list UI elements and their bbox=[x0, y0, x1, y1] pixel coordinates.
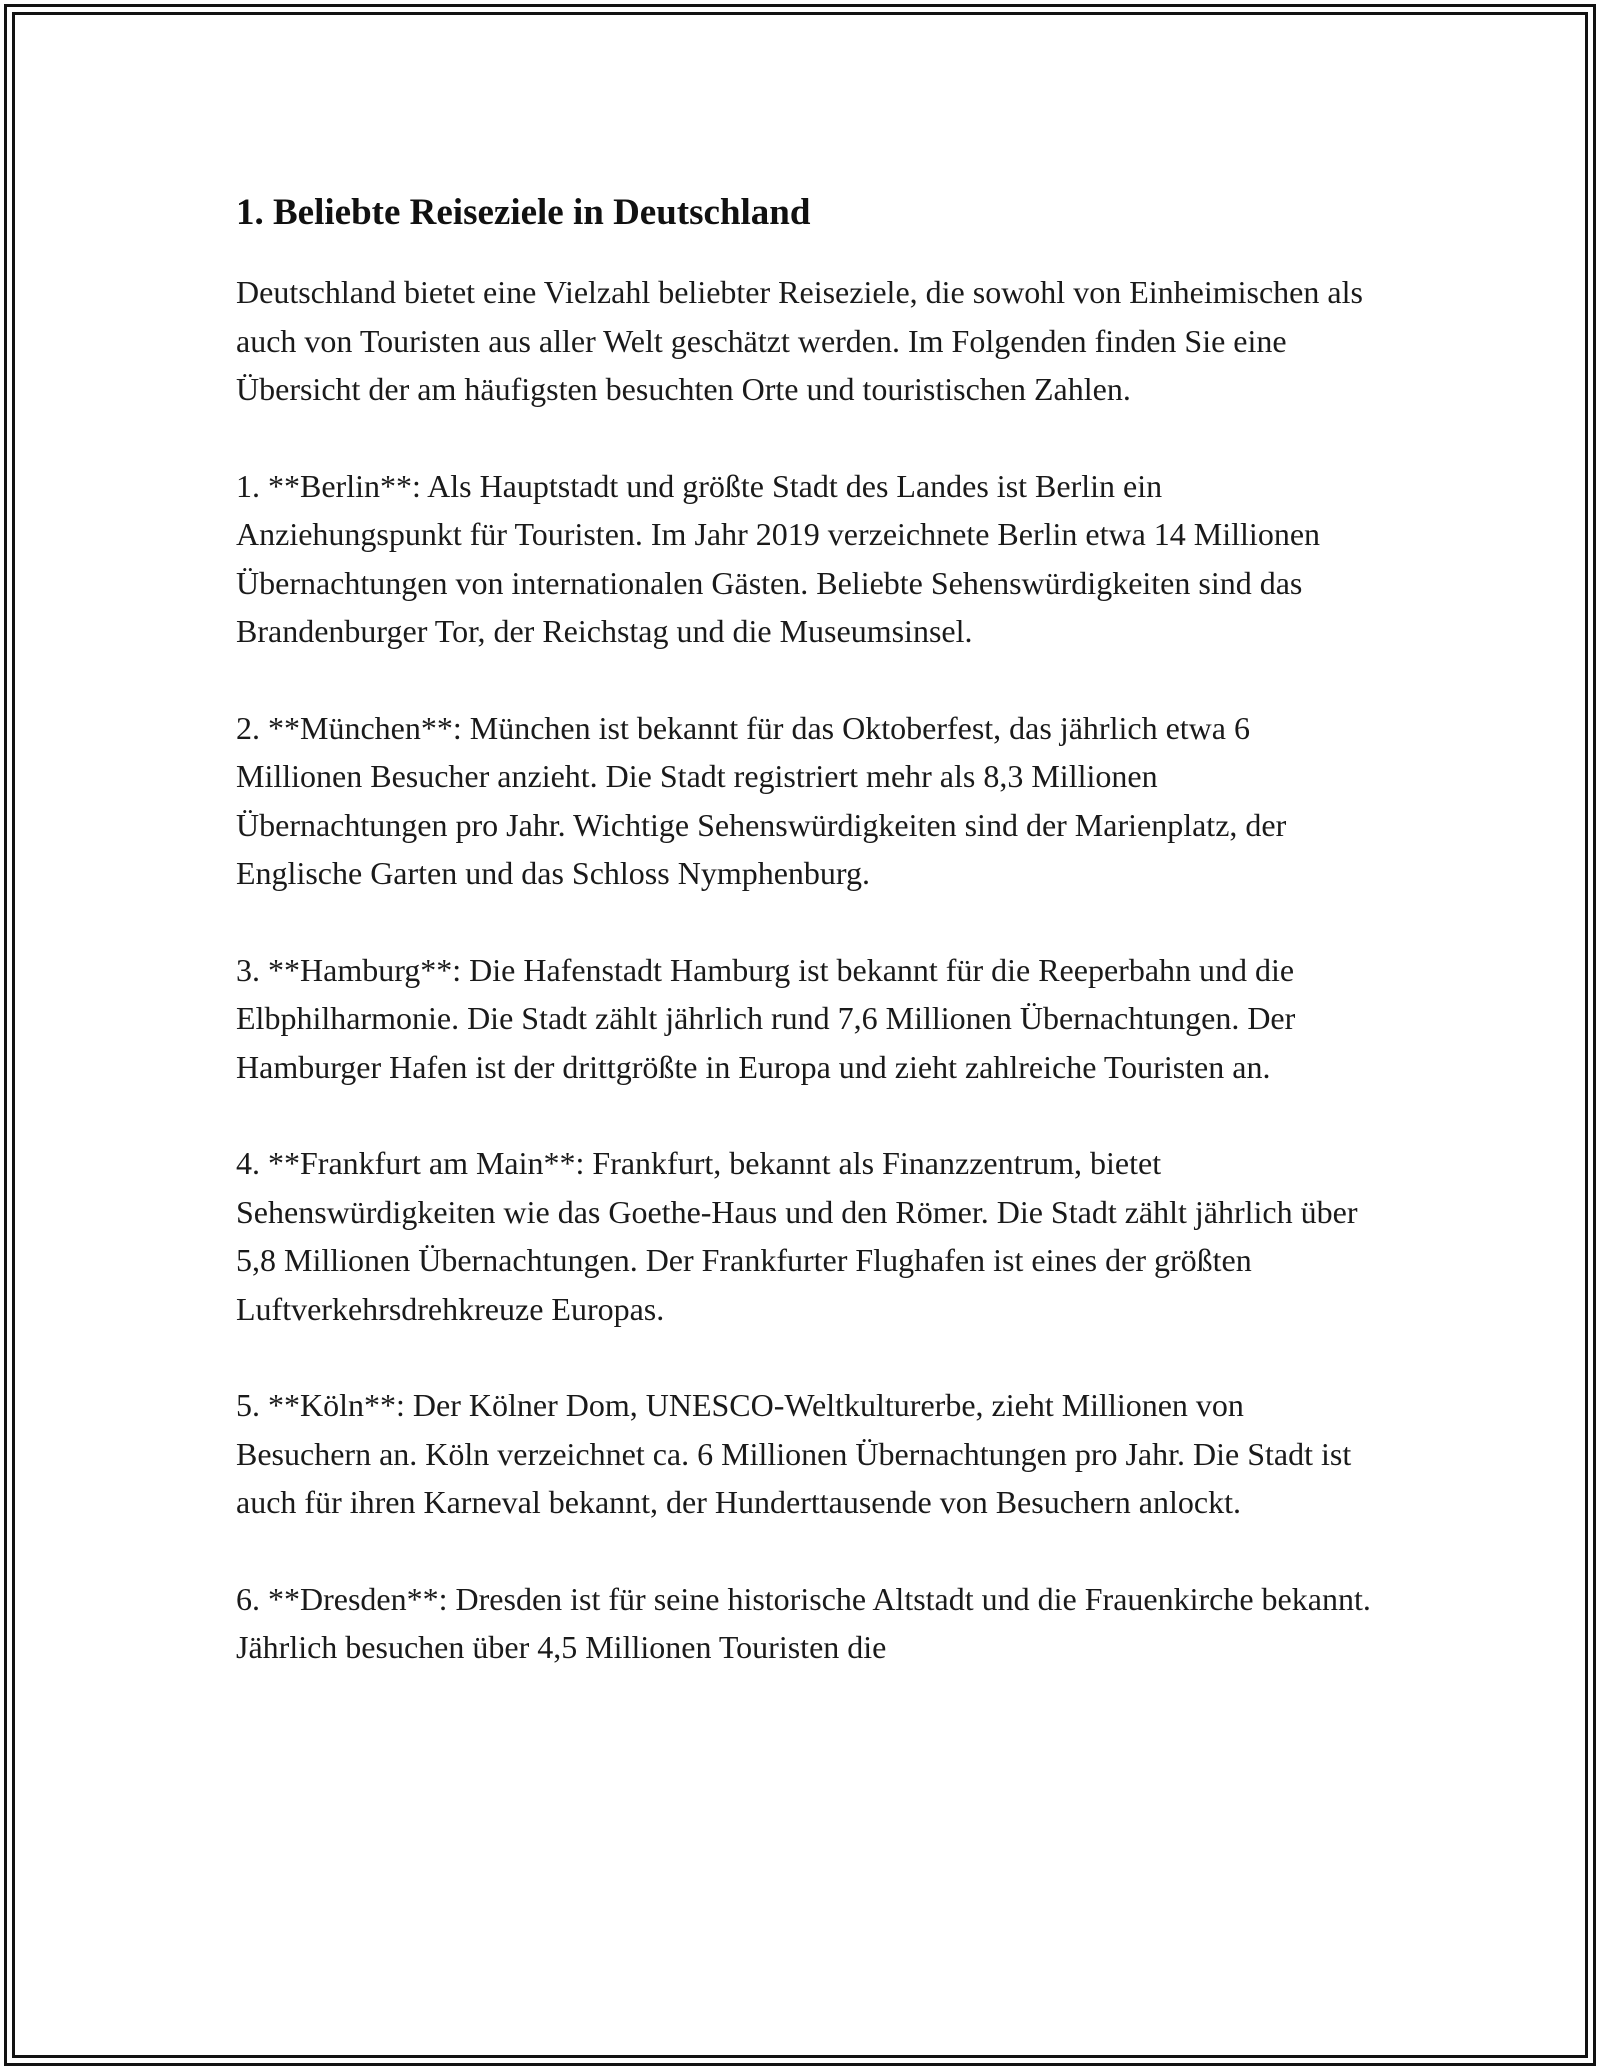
intro-paragraph: Deutschland bietet eine Vielzahl beliebter Reiseziele, die sowohl von Einheimischen als auch von Touristen aus aller Welt geschätzt werden. Im Folgenden finden Sie eine Übersicht der am häufigsten besuchten Orte und touristischen Zahlen. bbox=[236, 274, 1363, 407]
paragraph-hamburg: 3. **Hamburg**: Die Hafenstadt Hamburg ist bekannt für die Reeperbahn und die Elbphilharmonie. Die Stadt zählt jährlich rund 7,6 Millionen Übernachtungen. Der Hamburger Hafen ist der drittgrößte in Europa und zieht zahlreiche Touristen an. bbox=[236, 951, 1296, 1085]
paragraph-muenchen: 2. **München**: München ist bekannt für das Oktoberfest, das jährlich etwa 6 Millionen Besucher anzieht. Die Stadt registriert mehr als 8,3 Millionen Übernachtungen pro Jahr. Wichtige Sehenswürdigkeiten sind der Marienplatz, der Englische Garten und das Schloss Nymphenburg. bbox=[236, 709, 1287, 891]
paragraph-dresden: 6. **Dresden**: Dresden ist für seine historische Altstadt und die Frauenkirche bekannt. Jährlich besuchen über 4,5 Millionen Touristen die bbox=[236, 1580, 1371, 1665]
document-body bbox=[236, 186, 1376, 1720]
section-heading: 1. Beliebte Reiseziele in Deutschland bbox=[236, 192, 811, 233]
paragraph-berlin: 1. **Berlin**: Als Hauptstadt und größte Stadt des Landes ist Berlin ein Anziehungspunkt für Touristen. Im Jahr 2019 verzeichnete Berlin etwa 14 Millionen Übernachtungen von internationalen Gästen. Beliebte Sehenswürdigkeiten sind das Brandenburger Tor, der Reichstag und die Museumsinsel. bbox=[236, 467, 1321, 649]
paragraph-koeln: 5. **Köln**: Der Kölner Dom, UNESCO-Weltkulturerbe, zieht Millionen von Besuchern an. Köln verzeichnet ca. 6 Millionen Übernachtungen pro Jahr. Die Stadt ist auch für ihren Karneval bekannt, der Hunderttausende von Besuchern anlockt. bbox=[236, 1387, 1352, 1520]
paragraph-frankfurt: 4. **Frankfurt am Main**: Frankfurt, bekannt als Finanzzentrum, bietet Sehenswürdigkeiten wie das Goethe-Haus und den Römer. Die Stadt zählt jährlich über 5,8 Millionen Übernachtungen. Der Frankfurter Flughafen ist eines der größten Luftverkehrsdrehkreuze Europas. bbox=[236, 1145, 1358, 1327]
